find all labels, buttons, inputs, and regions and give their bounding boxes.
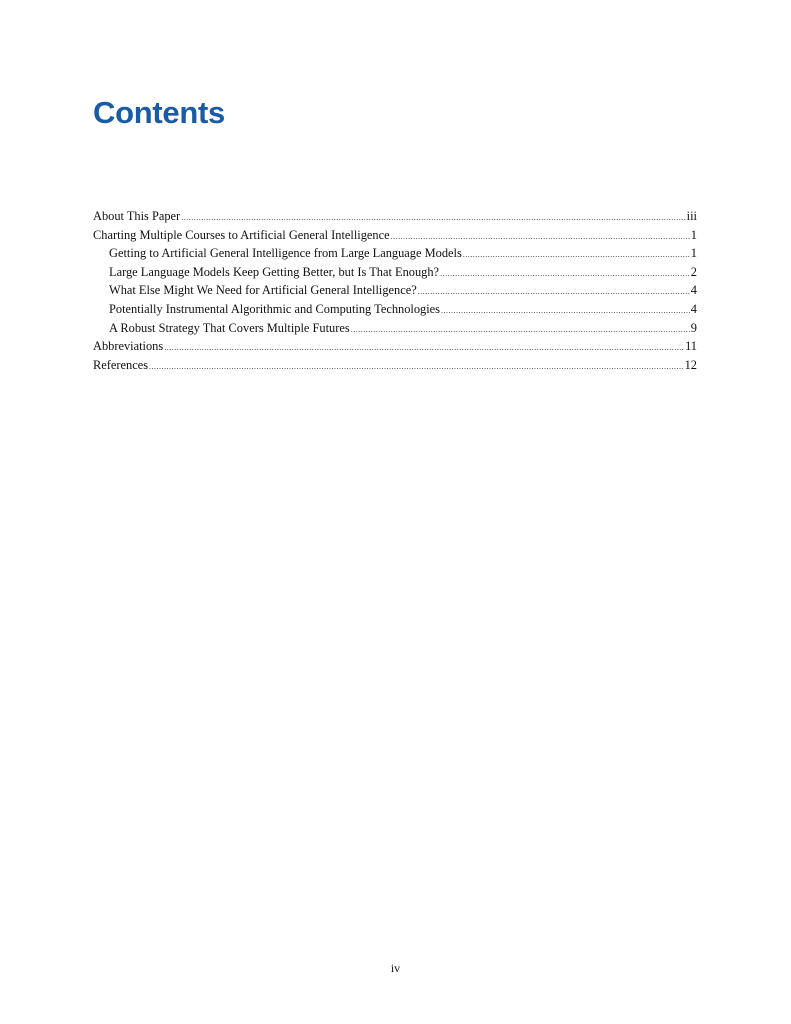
- dot-leader: [181, 213, 685, 222]
- toc-entry-page[interactable]: 1: [690, 227, 697, 242]
- toc-entry-label[interactable]: Large Language Models Keep Getting Better, but Is That Enough?: [109, 264, 440, 279]
- toc-entry-llms-keep-getting-better[interactable]: [93, 265, 697, 284]
- toc-entry-label[interactable]: What Else Might We Need for Artificial General Intelligence?: [109, 283, 417, 298]
- toc-entry-about-this-paper[interactable]: [93, 209, 697, 228]
- toc-entry-label[interactable]: Getting to Artificial General Intelligence from Large Language Models: [109, 246, 462, 261]
- page-number: iv: [390, 961, 401, 975]
- toc-entry-page[interactable]: 4: [690, 301, 697, 316]
- toc-entry-label[interactable]: Charting Multiple Courses to Artificial General Intelligence: [93, 227, 390, 242]
- page-title: Contents: [93, 95, 225, 130]
- toc-entry-getting-to-agi-from-llms[interactable]: [93, 246, 697, 265]
- toc-entry-charting-multiple-courses[interactable]: [93, 228, 697, 247]
- toc-entry-page[interactable]: iii: [686, 209, 697, 223]
- toc-entry-abbreviations[interactable]: [93, 339, 697, 358]
- toc-entry-page[interactable]: 9: [690, 320, 697, 335]
- dot-leader: [391, 232, 690, 241]
- toc-entry-references[interactable]: [93, 358, 697, 377]
- dot-leader: [351, 325, 690, 334]
- toc-entry-page[interactable]: 4: [690, 283, 697, 298]
- toc-entry-label[interactable]: Potentially Instrumental Algorithmic and Computing Technologies: [109, 301, 441, 316]
- dot-leader: [441, 306, 690, 315]
- toc-entry-page[interactable]: 2: [690, 264, 697, 279]
- toc-entry-page[interactable]: 11: [685, 339, 697, 354]
- toc-entry-robust-strategy[interactable]: [93, 321, 697, 340]
- toc-entry-page[interactable]: 1: [690, 246, 697, 261]
- toc-entry-what-else-might-we-need[interactable]: [93, 283, 697, 302]
- toc-entry-page[interactable]: 12: [684, 357, 697, 372]
- dot-leader: [164, 343, 684, 352]
- toc-entry-label[interactable]: References: [93, 357, 149, 372]
- dot-leader: [440, 269, 690, 278]
- dot-leader: [418, 287, 690, 296]
- toc-entry-label[interactable]: A Robust Strategy That Covers Multiple Futures: [109, 320, 350, 335]
- toc-entry-label[interactable]: Abbreviations: [93, 339, 164, 354]
- toc-entry-label[interactable]: About This Paper: [93, 209, 181, 223]
- table-of-contents: [93, 209, 697, 376]
- toc-entry-potentially-instrumental-technologies[interactable]: [93, 302, 697, 321]
- dot-leader: [149, 362, 684, 371]
- dot-leader: [463, 250, 690, 259]
